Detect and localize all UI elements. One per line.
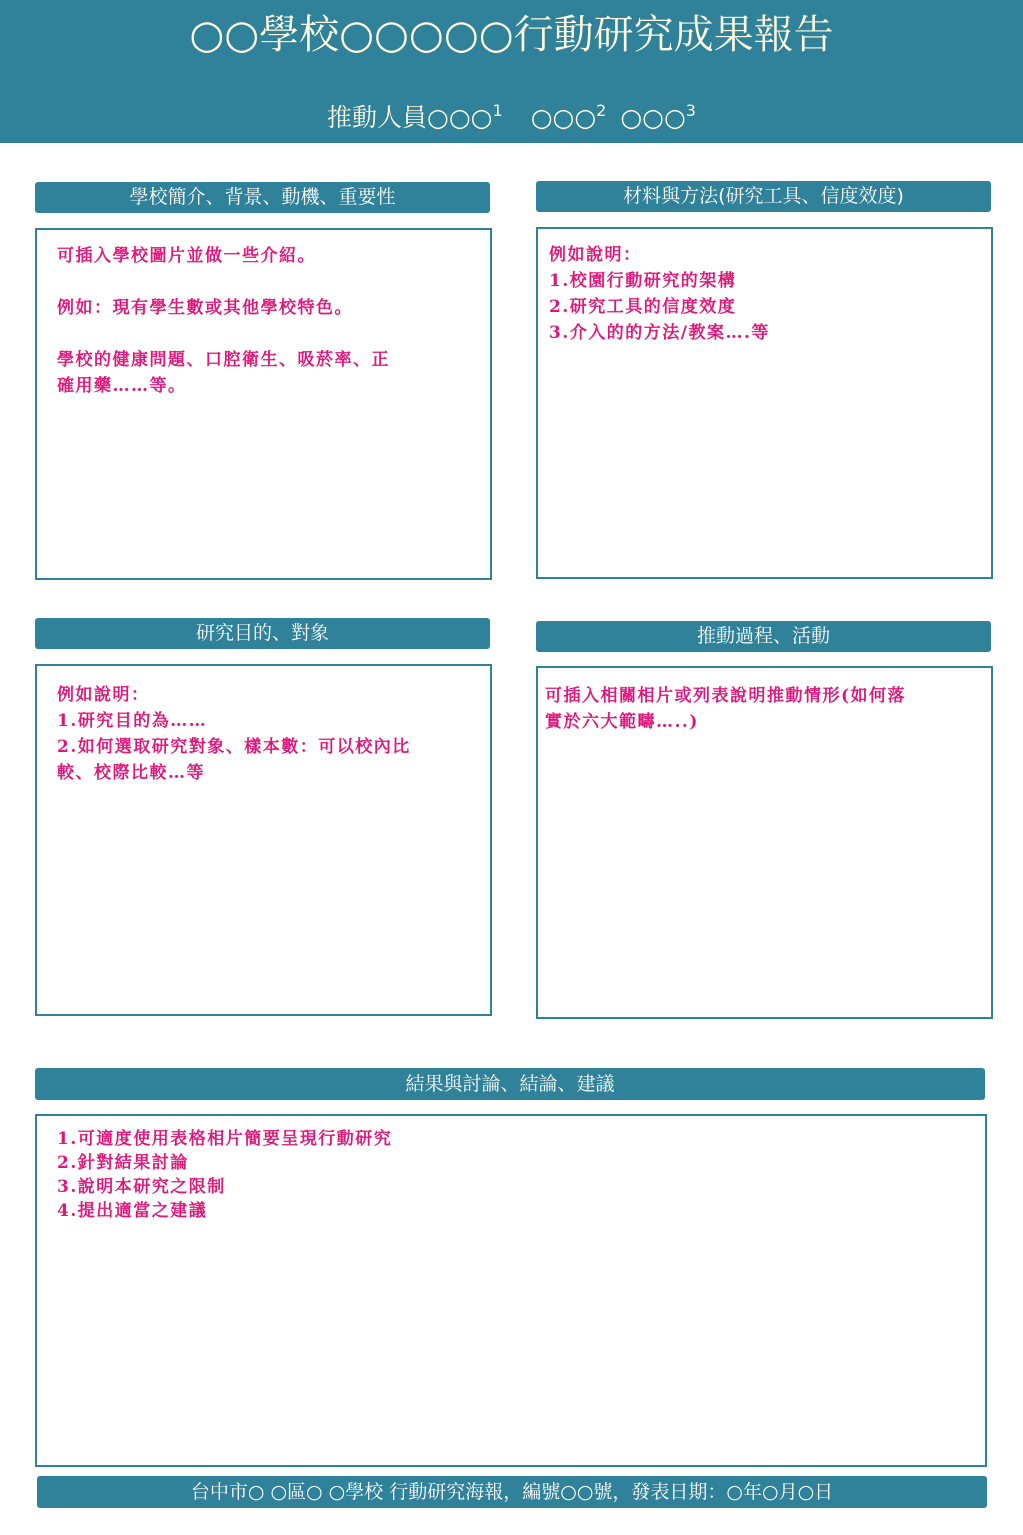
section-content-process: [545, 683, 906, 735]
author-name-2: ○○○: [530, 103, 597, 132]
author-name-1: ○○○: [427, 103, 493, 132]
authors-prefix: 推動人員: [327, 103, 428, 132]
content-line: 可插入相關相片或列表說明推動情形(如何落: [545, 686, 907, 706]
content-line: 3.介入的的方法/教案….等: [549, 323, 770, 343]
poster-header: [0, 0, 1023, 143]
content-line: 1.可適度使用表格相片簡要呈現行動研究: [57, 1129, 393, 1149]
section-heading-intro: 學校簡介、背景、動機、重要性: [35, 182, 490, 213]
author-sup-1: 1: [492, 101, 503, 120]
content-line: 1.校園行動研究的架構: [549, 271, 737, 291]
content-line: 學校的健康問題、口腔衛生、吸菸率、正: [57, 350, 390, 370]
blank-line: [57, 269, 390, 295]
content-line: 4.提出適當之建議: [57, 1201, 208, 1221]
section-heading-process: 推動過程、活動: [536, 621, 991, 652]
poster-title: ○○學校○○○○○行動研究成果報告: [189, 12, 834, 58]
content-line: 例如：現有學生數或其他學校特色。: [57, 298, 353, 318]
content-line: 2.研究工具的信度效度: [549, 297, 737, 317]
content-line: 較、校際比較…等: [57, 763, 205, 783]
content-line: 確用藥……等。: [57, 376, 187, 396]
author-sup-2: 2: [596, 101, 607, 120]
author-sup-3: 3: [685, 101, 696, 120]
section-content-results: [57, 1127, 392, 1223]
blank-line: [57, 321, 390, 347]
content-line: 2.如何選取研究對象、樣本數：可以校內比: [57, 737, 411, 757]
content-line: 可插入學校圖片並做一些介紹。: [57, 246, 316, 266]
content-line: 實於六大範疇…..): [545, 712, 699, 732]
content-line: 例如說明：: [57, 685, 150, 705]
poster-footer: 台中市○ ○區○ ○學校 行動研究海報，編號○○號，發表日期：○年○月○日: [37, 1476, 987, 1508]
content-line: 例如說明：: [549, 245, 642, 265]
author-name-3: ○○○: [620, 103, 686, 132]
content-line: 1.研究目的為……: [57, 711, 208, 731]
content-line: 2.針對結果討論: [57, 1153, 189, 1173]
section-content-intro: [57, 243, 390, 399]
author-line: [0, 98, 1023, 138]
section-content-purpose: [57, 682, 411, 786]
section-heading-purpose: 研究目的、對象: [35, 618, 490, 649]
section-heading-methods: 材料與方法(研究工具、信度效度): [536, 181, 991, 212]
section-heading-results: 結果與討論、結論、建議: [35, 1068, 985, 1100]
content-line: 3.說明本研究之限制: [57, 1177, 226, 1197]
section-content-methods: [549, 242, 770, 346]
